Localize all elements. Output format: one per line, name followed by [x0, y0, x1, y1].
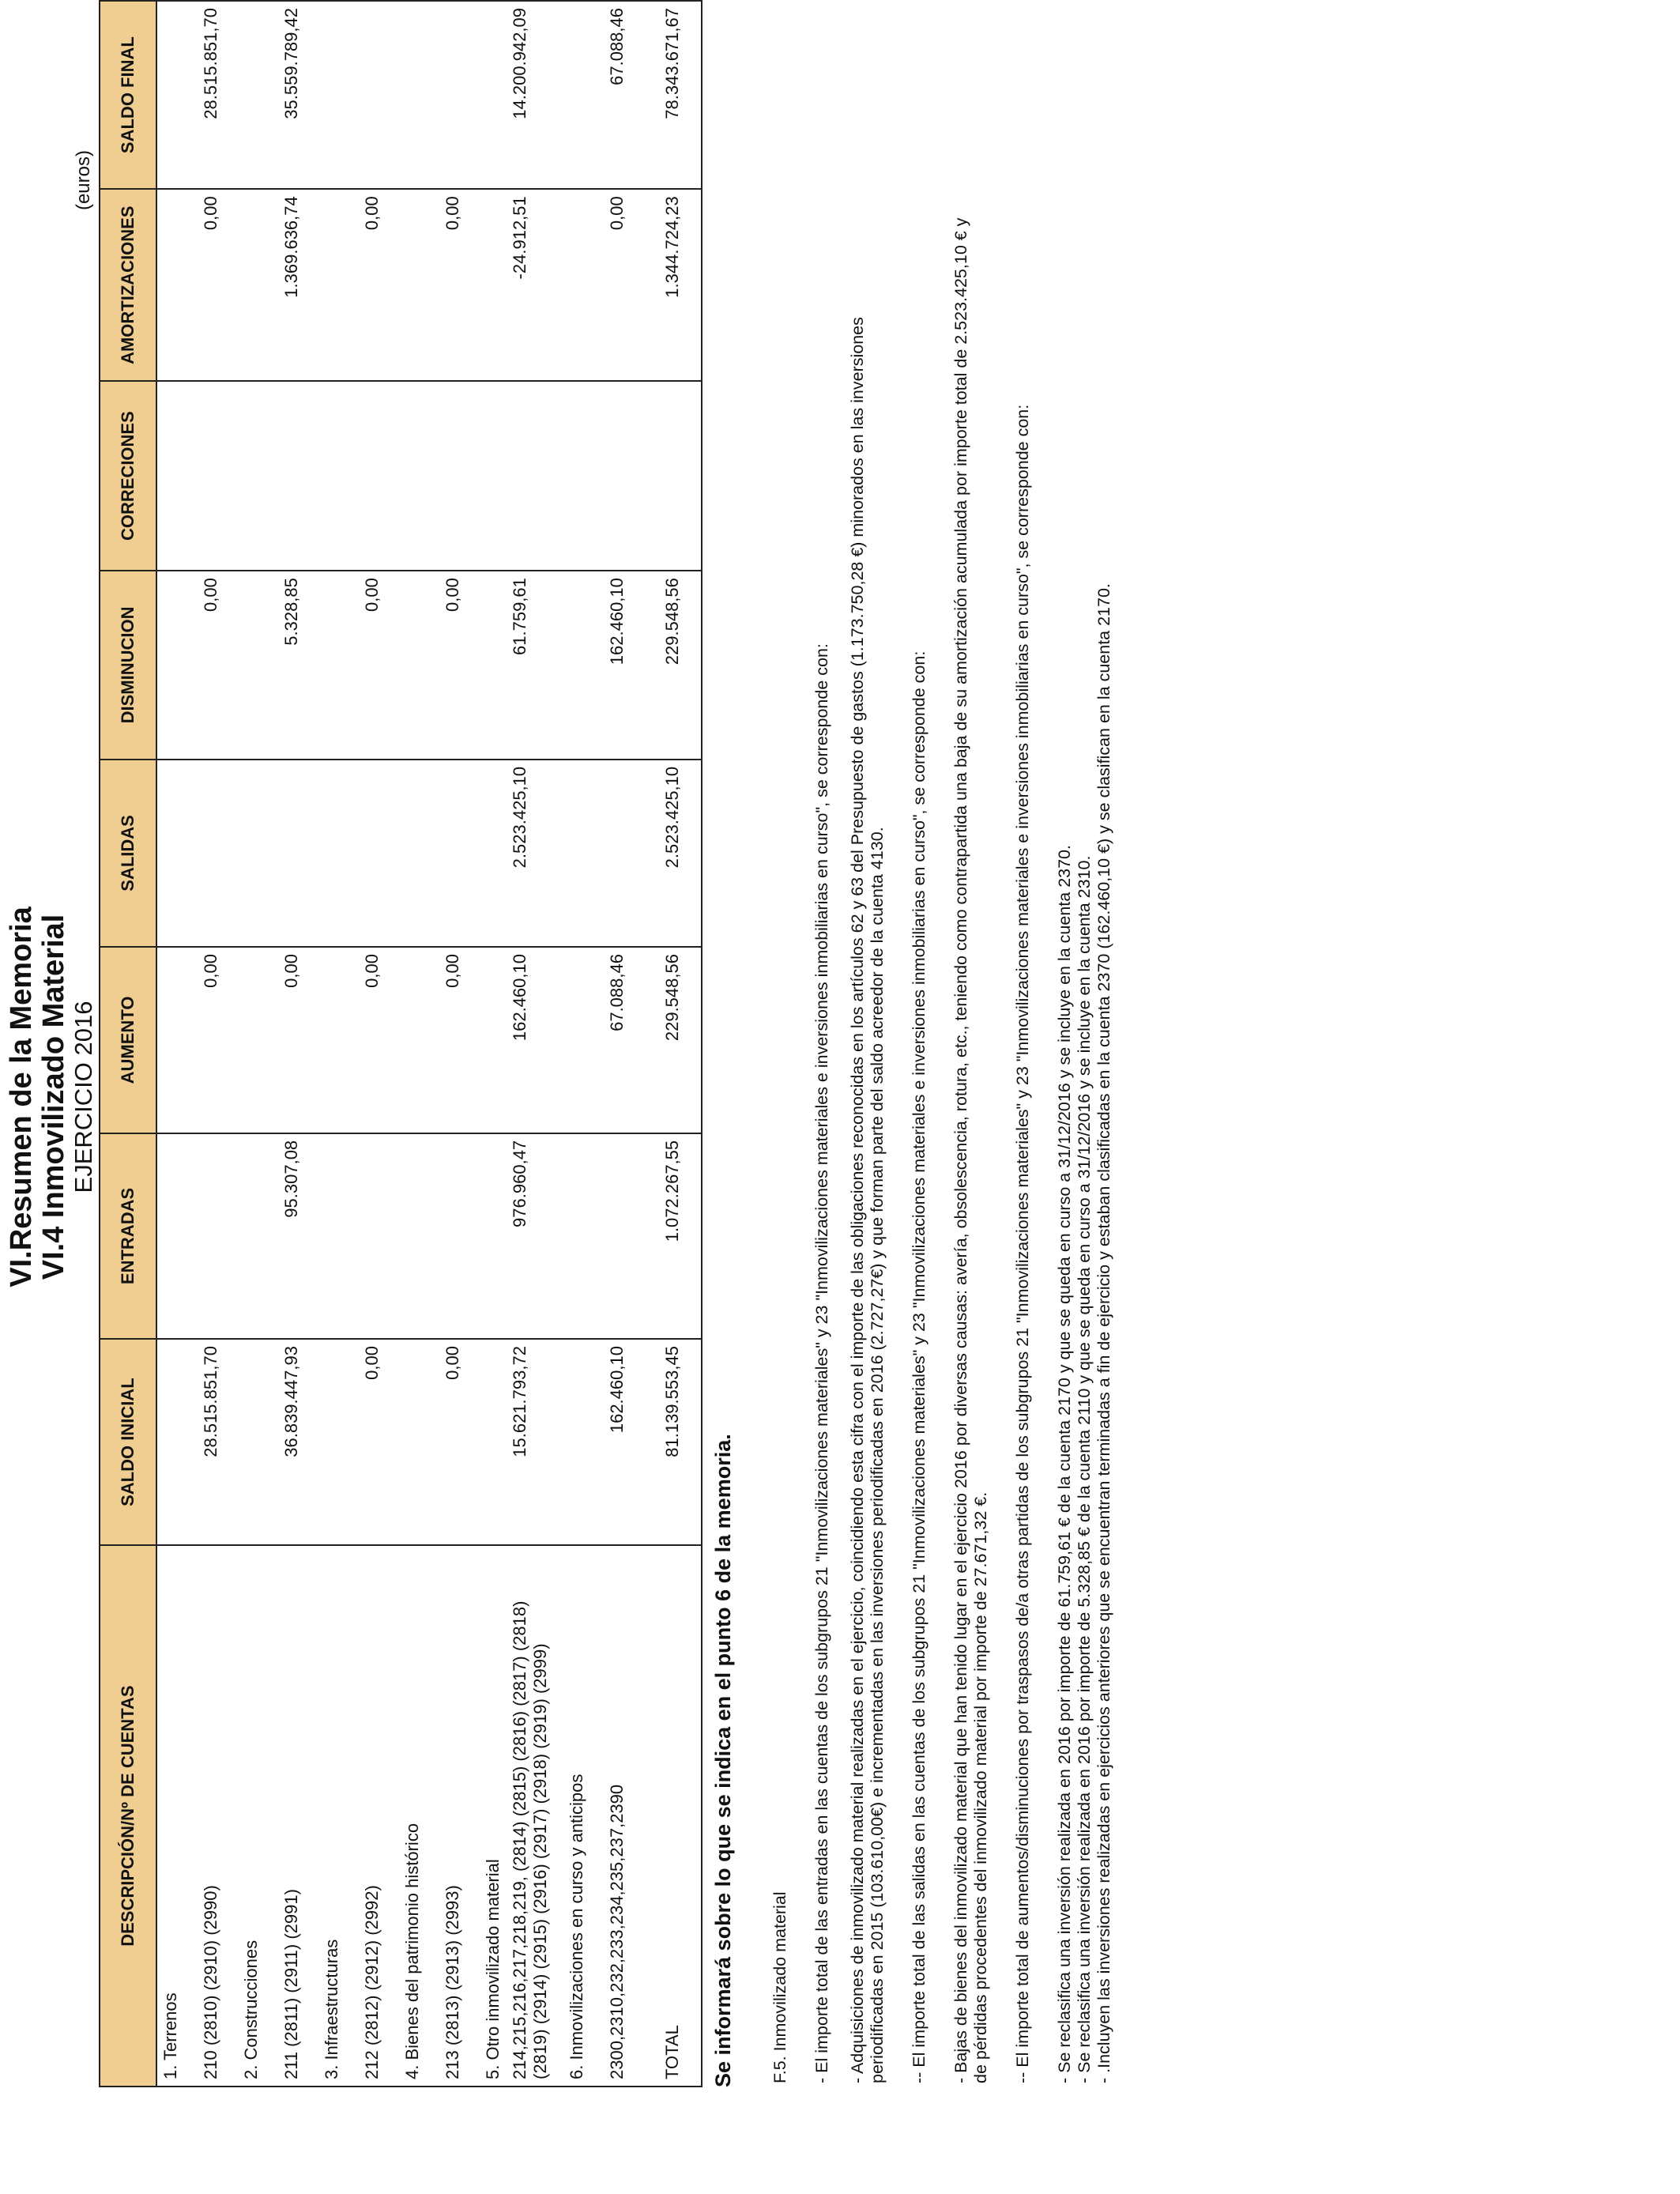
note-paragraph: - Se reclasifica una inversión realizada en 2016 por importe de 5.328,85 € de la cuenta 2110 y que se queda en curso a 31/12/2016 y se incluye en la cuenta 2310.	[1075, 855, 1094, 2083]
fiscal-year: EJERCICIO 2016	[70, 1001, 97, 1193]
disminucion: 0,00	[184, 571, 238, 760]
col-header: DESCRIPCIÓN/Nº DE CUENTAS	[100, 1545, 156, 2087]
aumento: 67.088,46	[590, 947, 644, 1133]
section-row	[399, 1, 426, 2087]
col-header: AUMENTO	[100, 947, 156, 1133]
inmovilizado-table	[99, 0, 703, 2087]
section-label: 5. Otro inmovilizado material	[480, 1545, 507, 2087]
entradas: 95.307,08	[265, 1133, 318, 1339]
units-label: (euros)	[73, 150, 94, 211]
section-title: VI.4 Inmovilizado Material	[37, 914, 70, 1280]
section-label: 6. Inmovilizaciones en curso y anticipos	[563, 1545, 590, 2087]
disminucion: 61.759,61	[507, 571, 563, 760]
section-label: 4. Bienes del patrimonio histórico	[399, 1545, 426, 2087]
salidas	[426, 760, 480, 947]
total-row	[644, 1, 702, 2087]
col-header: ENTRADAS	[100, 1133, 156, 1339]
note-paragraph: - .Incluyen las inversiones realizadas en ejercicios anteriores que se encuentran terminadas a fin de ejercicio y estaban clasificadas en la cuenta 2370 (162.460,10 €) y se clasifican en la cuenta 2170.	[1094, 583, 1113, 2083]
report-title: VI.Resumen de la Memoria	[5, 907, 38, 1287]
amortizaciones: 0,00	[184, 189, 238, 381]
section-row	[318, 1, 345, 2087]
note-paragraph: - Adquisiciones de inmovilizado material realizadas en el ejercicio, coincidiendo esta cifra con el importe de las obligaciones reconocidas en los artículos 62 y 63 del Presupuesto de gastos (1.173.750,28 €) minorados en las inversiones	[848, 317, 867, 2083]
aumento: 162.460,10	[507, 947, 563, 1133]
correciones	[184, 381, 238, 571]
correciones	[507, 381, 563, 571]
section-label: 3. Infraestructuras	[318, 1545, 345, 2087]
disminucion: 229.548,56	[644, 571, 702, 760]
memoria-note: Se informará sobre lo que se indica en el punto 6 de la memoria.	[711, 1434, 735, 2087]
correciones	[426, 381, 480, 571]
account-codes: 2300,2310,232,233,234,235,237,2390	[590, 1545, 644, 2087]
amortizaciones: 0,00	[426, 189, 480, 381]
entradas	[590, 1133, 644, 1339]
correciones	[590, 381, 644, 571]
aumento: 0,00	[265, 947, 318, 1133]
saldo-final: 78.343.671,67	[644, 1, 702, 189]
saldo-inicial: 81.139.553,45	[644, 1339, 702, 1545]
aumento: 0,00	[426, 947, 480, 1133]
col-header: CORRECIONES	[100, 381, 156, 571]
section-label: 2. Construcciones	[238, 1545, 265, 2087]
account-codes-line: 214,215,216,217,218,219, (2814) (2815) (2816) (2817) (2818)	[510, 1600, 529, 2079]
col-header: DISMINUCION	[100, 571, 156, 760]
col-header: SALDO FINAL	[100, 1, 156, 189]
account-codes: 212 (2812) (2912) (2992)	[345, 1545, 399, 2087]
table-row	[426, 1, 480, 2087]
saldo-final: 28.515.851,70	[184, 1, 238, 189]
col-header: SALDO INICIAL	[100, 1339, 156, 1545]
table-row	[590, 1, 644, 2087]
salidas: 2.523.425,10	[644, 760, 702, 947]
account-codes: 211 (2811) (2911) (2991)	[265, 1545, 318, 2087]
saldo-final	[426, 1, 480, 189]
section-row	[156, 1, 184, 2087]
amortizaciones: 1.369.636,74	[265, 189, 318, 381]
aumento: 0,00	[184, 947, 238, 1133]
disminucion: 0,00	[345, 571, 399, 760]
note-paragraph: - Se reclasifica una inversión realizada en 2016 por importe de 61.759,61 € de la cuenta 2170 y que se queda en curso a 31/12/2016 y se incluye en la cuenta 2370.	[1055, 845, 1074, 2083]
saldo-inicial: 28.515.851,70	[184, 1339, 238, 1545]
note-heading: F.5. Inmovilizado material	[770, 1891, 789, 2083]
disminucion: 0,00	[426, 571, 480, 760]
salidas	[590, 760, 644, 947]
note-paragraph: de pérdidas procedentes del inmovilizado material por importe de 27.671,32 €.	[971, 1491, 990, 2083]
correciones	[345, 381, 399, 571]
saldo-inicial: 15.621.793,72	[507, 1339, 563, 1545]
table-row	[265, 1, 318, 2087]
section-row	[480, 1, 507, 2087]
aumento: 229.548,56	[644, 947, 702, 1133]
account-codes: 210 (2810) (2910) (2990)	[184, 1545, 238, 2087]
entradas: 1.072.267,55	[644, 1133, 702, 1339]
section-label: 1. Terrenos	[156, 1545, 184, 2087]
salidas	[345, 760, 399, 947]
section-row	[238, 1, 265, 2087]
note-paragraph: -- El importe total de las salidas en las cuentas de los subgrupos 21 "Inmovilizaciones materiales" y 23 "Inmovilizaciones materiales e inversiones inmobiliarias en curso", se corresponde con:	[910, 650, 929, 2083]
saldo-inicial: 0,00	[426, 1339, 480, 1545]
table-row	[507, 1, 563, 2087]
entradas: 976.960,47	[507, 1133, 563, 1339]
table-row	[345, 1, 399, 2087]
table-row	[184, 1, 238, 2087]
salidas	[265, 760, 318, 947]
amortizaciones: 1.344.724,23	[644, 189, 702, 381]
note-paragraph: -- El importe total de aumentos/disminuciones por traspasos de/a otras partidas de los subgrupos 21 "Inmovilizaciones materiales" y 23 "Inmovilizaciones materiales e inversiones inmobiliarias en curso", se corresponde con:	[1013, 404, 1032, 2083]
note-paragraph: periodificadas en 2015 (103.610,00€) e incrementadas en las inversiones periodificadas en 2016 (2.727,27€) y que forman parte del saldo acreedor de la cuenta 4130.	[868, 827, 887, 2083]
notes-block	[770, 28, 1114, 2083]
amortizaciones: -24.912,51	[507, 189, 563, 381]
entradas	[184, 1133, 238, 1339]
aumento: 0,00	[345, 947, 399, 1133]
saldo-inicial: 162.460,10	[590, 1339, 644, 1545]
entradas	[345, 1133, 399, 1339]
disminucion: 162.460,10	[590, 571, 644, 760]
total-label: TOTAL	[644, 1545, 702, 2087]
table-header-row	[100, 1, 156, 2087]
entradas	[426, 1133, 480, 1339]
section-row	[563, 1, 590, 2087]
saldo-final: 67.088,46	[590, 1, 644, 189]
salidas: 2.523.425,10	[507, 760, 563, 947]
saldo-inicial: 36.839.447,93	[265, 1339, 318, 1545]
note-paragraph: - El importe total de las entradas en las cuentas de los subgrupos 21 "Inmovilizaciones materiales" y 23 "Inmovilizaciones materiales e inversiones inmobiliarias en curso", se corresponde con:	[812, 643, 831, 2083]
note-paragraph: - Bajas de bienes del inmovilizado material que han tenido lugar en el ejercicio 2016 por diversas causas: avería, obsolescencia, rotura, etc., teniendo como contrapartida una baja de su amortización acumulada por importe total de 2.523.425,10 € y	[951, 217, 970, 2083]
correciones	[265, 381, 318, 571]
account-codes	[507, 1545, 563, 2087]
account-codes: 213 (2813) (2913) (2993)	[426, 1545, 480, 2087]
saldo-inicial: 0,00	[345, 1339, 399, 1545]
correciones	[644, 381, 702, 571]
saldo-final: 14.200.942,09	[507, 1, 563, 189]
saldo-final	[345, 1, 399, 189]
account-codes-line: (2819) (2914) (2915) (2916) (2917) (2918) (2919) (2999)	[530, 1643, 550, 2079]
salidas	[184, 760, 238, 947]
col-header: AMORTIZACIONES	[100, 189, 156, 381]
amortizaciones: 0,00	[345, 189, 399, 381]
col-header: SALIDAS	[100, 760, 156, 947]
saldo-final: 35.559.789,42	[265, 1, 318, 189]
amortizaciones: 0,00	[590, 189, 644, 381]
disminucion: 5.328,85	[265, 571, 318, 760]
